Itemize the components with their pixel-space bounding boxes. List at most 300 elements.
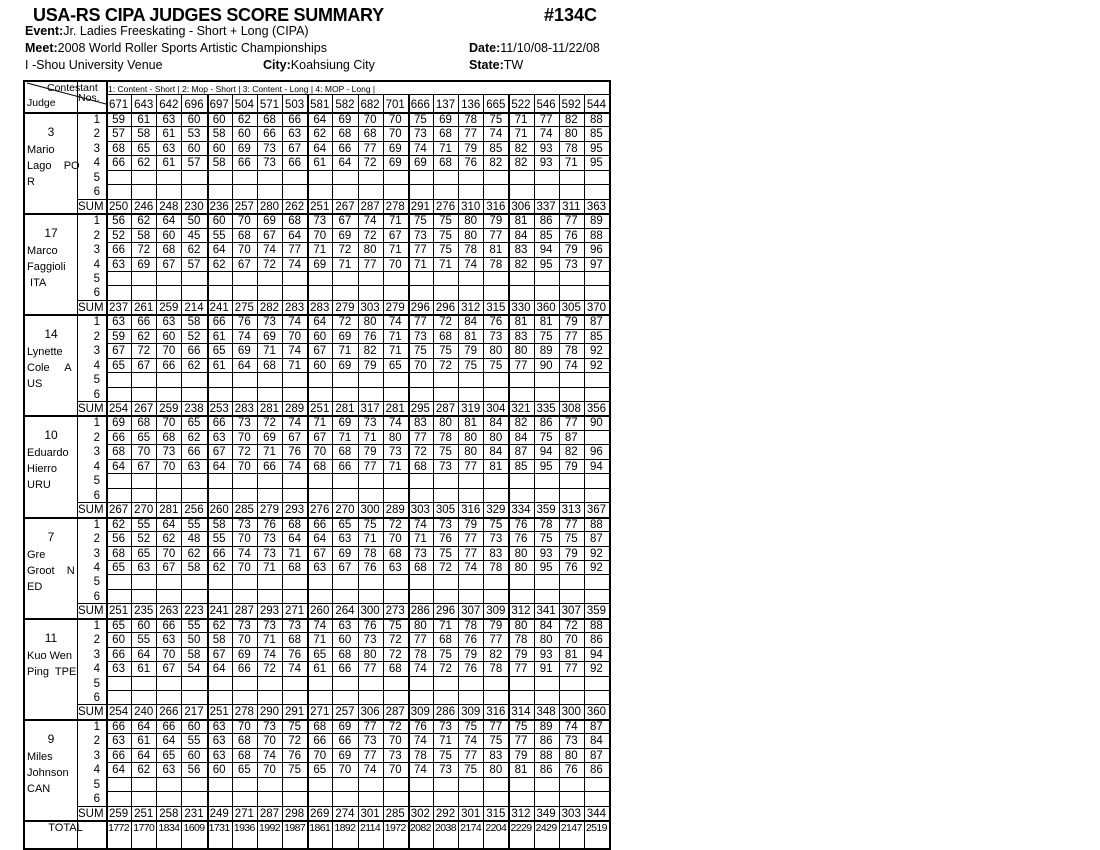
score-cell: 68 xyxy=(112,446,125,459)
total-cell: 1992 xyxy=(258,822,280,835)
score-cell: 60 xyxy=(162,330,176,343)
score-cell: 77 xyxy=(413,316,427,329)
event-label: Event: xyxy=(25,24,64,38)
score-cell: 73 xyxy=(263,547,276,560)
score-cell: 62 xyxy=(187,244,201,257)
score-cell: 67 xyxy=(162,663,176,676)
sum-cell: 306 xyxy=(360,706,380,719)
score-cell: 71 xyxy=(338,258,352,271)
score-cell: 85 xyxy=(514,460,528,473)
score-cell: 77 xyxy=(514,663,528,676)
sum-cell: 271 xyxy=(285,605,305,618)
score-cell: 65 xyxy=(313,764,327,777)
row-line xyxy=(106,372,609,373)
city-label: City: xyxy=(263,58,291,72)
score-cell: 75 xyxy=(439,345,452,358)
score-cell: 77 xyxy=(489,229,503,242)
score-cell: 83 xyxy=(514,244,528,257)
sum-cell: 256 xyxy=(184,504,204,517)
score-cell: 60 xyxy=(187,142,201,155)
row-line xyxy=(106,430,609,431)
score-cell: 60 xyxy=(137,619,151,632)
score-cell: 69 xyxy=(338,417,352,430)
score-cell: 68 xyxy=(263,359,276,372)
score-cell: 60 xyxy=(338,634,352,647)
sum-cell: 319 xyxy=(461,403,481,415)
score-cell: 76 xyxy=(288,749,302,762)
score-cell: 81 xyxy=(489,244,503,257)
row-line xyxy=(106,791,609,792)
score-cell: 71 xyxy=(514,128,528,141)
total-cell: 1772 xyxy=(108,822,130,835)
score-cell: 78 xyxy=(489,663,503,676)
score-cell: 83 xyxy=(489,749,503,762)
score-cell: 73 xyxy=(263,619,276,632)
score-cell: 55 xyxy=(187,619,201,632)
score-cell: 75 xyxy=(464,359,478,372)
sum-cell: 281 xyxy=(385,403,405,415)
score-cell: 80 xyxy=(564,128,578,141)
score-cell: 57 xyxy=(187,258,201,271)
score-cell: 81 xyxy=(514,764,528,777)
score-cell: 95 xyxy=(539,460,553,473)
row-number: 5 xyxy=(93,475,100,488)
sum-cell: 314 xyxy=(511,706,531,719)
score-cell: 79 xyxy=(514,648,528,661)
score-cell: 56 xyxy=(112,215,125,228)
score-cell: 84 xyxy=(464,316,478,329)
sum-cell: 367 xyxy=(586,504,606,517)
score-cell: 66 xyxy=(313,735,327,748)
score-cell: 88 xyxy=(590,114,603,126)
score-cell: 78 xyxy=(539,518,553,531)
row-number: 1 xyxy=(93,114,100,126)
score-cell: 73 xyxy=(439,720,452,733)
score-cell: 68 xyxy=(263,114,276,126)
row-number: 2 xyxy=(93,229,100,242)
score-cell: 72 xyxy=(439,663,452,676)
score-cell: 48 xyxy=(187,533,201,546)
row-number: 1 xyxy=(93,720,100,733)
score-cell: 86 xyxy=(539,215,553,228)
score-cell: 61 xyxy=(137,735,151,748)
score-cell: 96 xyxy=(590,244,603,257)
score-cell: 81 xyxy=(514,215,528,228)
score-cell: 50 xyxy=(187,215,201,228)
sum-cell: 312 xyxy=(461,301,481,314)
score-cell: 80 xyxy=(363,316,377,329)
score-cell: 72 xyxy=(439,316,452,329)
score-cell: 81 xyxy=(489,460,503,473)
sum-cell: 303 xyxy=(410,504,430,517)
score-cell: 85 xyxy=(539,229,553,242)
score-cell: 55 xyxy=(137,518,151,531)
score-cell: 53 xyxy=(187,128,201,141)
score-cell: 72 xyxy=(388,634,402,647)
contestant-number: 582 xyxy=(335,99,355,111)
sum-cell: 292 xyxy=(435,807,456,820)
score-cell: 52 xyxy=(137,533,151,546)
judge-number: 17 xyxy=(44,226,58,241)
score-cell: 70 xyxy=(388,258,402,271)
score-cell: 63 xyxy=(187,460,201,473)
sum-cell: 360 xyxy=(586,706,606,719)
score-cell: 90 xyxy=(539,359,553,372)
score-cell: 55 xyxy=(137,634,151,647)
score-cell: 76 xyxy=(439,533,452,546)
score-cell: 86 xyxy=(539,735,553,748)
contestant-number: 136 xyxy=(461,99,481,111)
sum-cell: 281 xyxy=(259,403,280,415)
score-cell: 79 xyxy=(464,142,478,155)
total-label: TOTAL xyxy=(48,822,83,835)
score-cell: 77 xyxy=(514,735,528,748)
sum-label: SUM xyxy=(78,504,104,517)
score-cell: 57 xyxy=(112,128,125,141)
score-cell: 66 xyxy=(288,157,302,170)
total-cell: 2114 xyxy=(359,822,381,835)
sum-cell: 217 xyxy=(184,706,204,719)
score-cell: 77 xyxy=(564,330,578,343)
contestant-number: 696 xyxy=(184,99,204,111)
score-cell: 79 xyxy=(489,619,503,632)
score-cell: 82 xyxy=(514,142,528,155)
sum-cell: 305 xyxy=(435,504,456,517)
sum-cell: 349 xyxy=(536,807,556,820)
score-cell: 69 xyxy=(388,157,402,170)
score-cell: 60 xyxy=(112,634,125,647)
score-cell: 63 xyxy=(212,749,226,762)
score-cell: 77 xyxy=(489,634,503,647)
sum-cell: 359 xyxy=(536,504,556,517)
score-cell: 83 xyxy=(489,547,503,560)
judge-name: Gre Groot N ED xyxy=(27,548,75,593)
score-cell: 91 xyxy=(539,663,553,676)
row-number: 5 xyxy=(93,374,100,387)
score-cell: 64 xyxy=(338,157,352,170)
sum-cell: 293 xyxy=(285,504,305,517)
score-cell: 95 xyxy=(590,142,603,155)
score-cell: 62 xyxy=(237,114,251,126)
score-cell: 66 xyxy=(212,316,226,329)
contestant-number: 665 xyxy=(486,99,506,111)
contestant-number: 643 xyxy=(134,99,154,111)
score-cell: 66 xyxy=(112,157,125,170)
score-cell: 92 xyxy=(590,561,603,574)
row-line xyxy=(77,806,609,807)
sum-cell: 275 xyxy=(234,301,254,314)
score-legend: 1: Content - Short | 2: Mop - Short | 3: Content - Long | 4: MOP - Long | xyxy=(108,84,376,94)
score-cell: 76 xyxy=(363,619,377,632)
score-cell: 74 xyxy=(413,518,427,531)
score-cell: 66 xyxy=(338,460,352,473)
score-cell: 68 xyxy=(288,215,302,228)
score-cell: 76 xyxy=(464,634,478,647)
sum-cell: 334 xyxy=(511,504,531,517)
score-cell: 65 xyxy=(237,764,251,777)
score-cell: 75 xyxy=(439,229,452,242)
score-cell: 68 xyxy=(388,547,402,560)
score-cell: 80 xyxy=(539,634,553,647)
score-cell: 66 xyxy=(338,735,352,748)
score-cell: 73 xyxy=(439,518,452,531)
row-line xyxy=(77,401,609,402)
score-cell: 70 xyxy=(388,114,402,126)
score-cell: 81 xyxy=(464,417,478,430)
sum-cell: 370 xyxy=(586,301,606,314)
score-cell: 84 xyxy=(489,417,503,430)
score-cell: 69 xyxy=(237,345,251,358)
score-cell: 71 xyxy=(439,735,452,748)
row-line xyxy=(106,676,609,677)
score-cell: 67 xyxy=(162,258,176,271)
score-cell: 68 xyxy=(237,229,251,242)
sum-cell: 296 xyxy=(435,605,456,618)
score-cell: 70 xyxy=(388,735,402,748)
row-line xyxy=(106,387,609,388)
row-number: 1 xyxy=(93,518,100,531)
sum-cell: 286 xyxy=(435,706,456,719)
score-cell: 59 xyxy=(112,114,125,126)
judge-name: Marco Faggioli ITA xyxy=(27,245,66,290)
score-cell: 69 xyxy=(388,142,402,155)
score-cell: 78 xyxy=(564,142,578,155)
score-cell: 76 xyxy=(237,316,251,329)
row-number: 4 xyxy=(93,359,100,372)
date-value: 11/10/08-11/22/08 xyxy=(500,41,600,55)
contestant-number: 666 xyxy=(410,99,430,111)
sum-cell: 301 xyxy=(360,807,380,820)
score-cell: 77 xyxy=(363,460,377,473)
sum-cell: 310 xyxy=(461,200,481,213)
score-cell: 71 xyxy=(388,460,402,473)
score-cell: 74 xyxy=(413,735,427,748)
sum-cell: 236 xyxy=(209,200,229,213)
score-cell: 67 xyxy=(137,460,151,473)
score-cell: 77 xyxy=(363,142,377,155)
score-cell: 64 xyxy=(212,244,226,257)
sum-cell: 300 xyxy=(360,605,380,618)
total-cell: 2204 xyxy=(485,822,507,835)
row-number: 3 xyxy=(93,446,100,459)
score-cell: 73 xyxy=(413,229,427,242)
score-cell: 95 xyxy=(590,157,603,170)
score-cell: 80 xyxy=(464,229,478,242)
score-cell: 67 xyxy=(288,431,302,444)
row-number: 1 xyxy=(93,316,100,329)
score-cell: 64 xyxy=(112,460,125,473)
score-cell: 88 xyxy=(590,518,603,531)
total-cell: 1609 xyxy=(183,822,205,835)
score-cell: 74 xyxy=(237,547,251,560)
score-cell: 63 xyxy=(112,663,125,676)
score-cell: 67 xyxy=(338,215,352,228)
sum-cell: 315 xyxy=(486,807,506,820)
score-cell: 81 xyxy=(539,316,553,329)
score-cell: 82 xyxy=(489,157,503,170)
sum-cell: 303 xyxy=(561,807,581,820)
score-cell: 75 xyxy=(439,244,452,257)
score-cell: 73 xyxy=(237,518,251,531)
score-cell: 68 xyxy=(288,561,302,574)
score-cell: 65 xyxy=(112,561,125,574)
score-cell: 64 xyxy=(237,359,251,372)
score-cell: 70 xyxy=(363,114,377,126)
sum-cell: 276 xyxy=(310,504,330,517)
score-cell: 83 xyxy=(413,417,427,430)
score-cell: 58 xyxy=(187,648,201,661)
contestant-number: 504 xyxy=(234,99,254,111)
row-line xyxy=(106,242,609,243)
venue-line: I -Shou University Venue xyxy=(25,58,163,72)
score-cell: 73 xyxy=(313,215,327,228)
sum-cell: 271 xyxy=(310,706,330,719)
score-cell: 64 xyxy=(288,229,302,242)
score-cell: 70 xyxy=(162,547,176,560)
sum-cell: 341 xyxy=(536,605,556,618)
score-cell: 68 xyxy=(439,330,452,343)
score-cell: 62 xyxy=(187,359,201,372)
score-cell: 81 xyxy=(464,330,478,343)
score-cell: 58 xyxy=(212,128,226,141)
row-line xyxy=(106,632,609,633)
score-cell: 78 xyxy=(489,561,503,574)
score-cell: 76 xyxy=(514,533,528,546)
score-cell: 80 xyxy=(489,345,503,358)
row-line xyxy=(106,777,609,778)
score-cell: 75 xyxy=(464,720,478,733)
sum-cell: 214 xyxy=(184,301,204,314)
score-cell: 50 xyxy=(187,634,201,647)
score-cell: 77 xyxy=(564,518,578,531)
score-cell: 75 xyxy=(564,533,578,546)
score-cell: 63 xyxy=(112,258,125,271)
row-line xyxy=(106,574,609,575)
row-line xyxy=(106,589,609,590)
total-cell: 2519 xyxy=(585,822,607,835)
sum-cell: 251 xyxy=(108,605,129,618)
score-cell: 73 xyxy=(263,533,276,546)
score-cell: 77 xyxy=(363,749,377,762)
row-number: 6 xyxy=(93,692,100,704)
score-cell: 55 xyxy=(187,735,201,748)
row-line xyxy=(77,502,609,503)
score-cell: 64 xyxy=(288,533,302,546)
score-cell: 69 xyxy=(338,359,352,372)
row-number: 3 xyxy=(93,648,100,661)
score-cell: 92 xyxy=(590,359,603,372)
score-cell: 76 xyxy=(464,157,478,170)
sum-cell: 296 xyxy=(435,301,456,314)
sum-cell: 279 xyxy=(259,504,280,517)
score-cell: 66 xyxy=(162,619,176,632)
row-number: 6 xyxy=(93,793,100,806)
score-cell: 68 xyxy=(112,142,125,155)
score-cell: 71 xyxy=(413,533,427,546)
score-cell: 72 xyxy=(388,648,402,661)
row-number: 4 xyxy=(93,561,100,574)
score-cell: 75 xyxy=(413,215,427,228)
sum-cell: 230 xyxy=(184,200,204,213)
score-cell: 72 xyxy=(338,316,352,329)
sum-cell: 285 xyxy=(385,807,405,820)
score-cell: 84 xyxy=(514,229,528,242)
score-cell: 77 xyxy=(464,128,478,141)
sum-label: SUM xyxy=(78,403,104,415)
row-number: 3 xyxy=(93,345,100,358)
score-cell: 69 xyxy=(112,417,125,430)
sum-cell: 259 xyxy=(159,301,179,314)
score-cell: 66 xyxy=(162,359,176,372)
score-cell: 63 xyxy=(338,533,352,546)
sum-cell: 251 xyxy=(209,706,229,719)
score-cell: 66 xyxy=(263,128,276,141)
score-cell: 67 xyxy=(137,359,151,372)
score-cell: 80 xyxy=(514,619,528,632)
score-cell: 64 xyxy=(112,764,125,777)
sum-cell: 300 xyxy=(360,504,380,517)
score-cell: 80 xyxy=(363,648,377,661)
score-cell: 60 xyxy=(212,114,226,126)
score-cell: 64 xyxy=(162,518,176,531)
score-cell: 78 xyxy=(413,749,427,762)
score-cell: 64 xyxy=(212,663,226,676)
score-cell: 76 xyxy=(363,561,377,574)
score-cell: 75 xyxy=(439,749,452,762)
score-cell: 78 xyxy=(514,634,528,647)
meet-label: Meet: xyxy=(25,41,58,55)
score-cell: 72 xyxy=(388,518,402,531)
score-cell: 71 xyxy=(288,359,302,372)
row-line xyxy=(106,733,609,734)
score-cell: 80 xyxy=(514,345,528,358)
score-cell: 61 xyxy=(137,663,151,676)
score-cell: 69 xyxy=(439,114,452,126)
score-cell: 69 xyxy=(338,720,352,733)
score-cell: 67 xyxy=(313,345,327,358)
sum-cell: 254 xyxy=(108,706,129,719)
score-cell: 71 xyxy=(313,634,327,647)
score-cell: 74 xyxy=(464,735,478,748)
score-cell: 79 xyxy=(464,345,478,358)
score-cell: 67 xyxy=(338,561,352,574)
sum-cell: 266 xyxy=(159,706,179,719)
score-cell: 68 xyxy=(288,518,302,531)
score-cell: 78 xyxy=(564,345,578,358)
score-cell: 71 xyxy=(263,634,276,647)
judge-name: Mario Lago PO R xyxy=(27,144,80,188)
sum-cell: 301 xyxy=(461,807,481,820)
sum-cell: 312 xyxy=(511,807,531,820)
score-cell: 82 xyxy=(363,345,377,358)
score-cell: 68 xyxy=(413,561,427,574)
row-number: 4 xyxy=(93,764,100,777)
score-cell: 74 xyxy=(363,215,377,228)
score-cell: 68 xyxy=(313,460,327,473)
legend-line xyxy=(106,94,609,95)
corner-contestant-label: Contestant xyxy=(47,82,98,94)
score-cell: 61 xyxy=(212,330,226,343)
sum-cell: 290 xyxy=(259,706,280,719)
score-cell: 64 xyxy=(212,460,226,473)
row-number: 4 xyxy=(93,157,100,170)
sum-cell: 295 xyxy=(410,403,430,415)
score-cell: 69 xyxy=(338,547,352,560)
score-cell: 74 xyxy=(313,619,327,632)
score-cell: 74 xyxy=(489,128,503,141)
score-table xyxy=(23,80,611,850)
row-number: 6 xyxy=(93,186,100,199)
